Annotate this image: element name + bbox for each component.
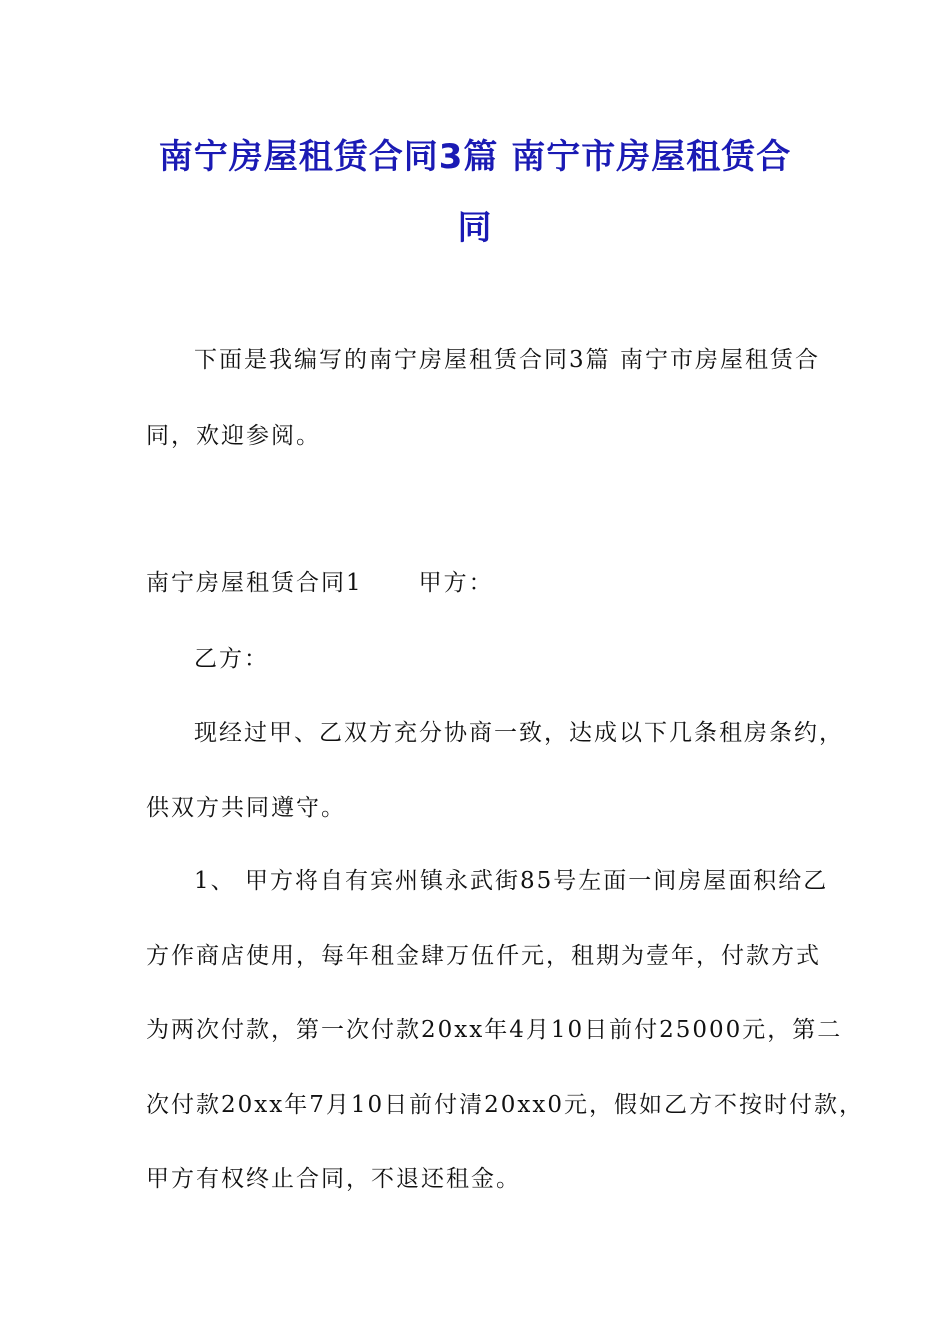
- paragraph-2-line-4: 次付款20xx年7月10日前付清20xx0元，假如乙方不按时付款，: [146, 1092, 864, 1118]
- section-heading: 南宁房屋租赁合同1: [146, 570, 363, 596]
- intro-line-2: 同，欢迎参阅。: [146, 423, 321, 449]
- paragraph-2-line-3: 为两次付款，第一次付款20xx年4月10日前付25000元，第二: [146, 1017, 843, 1043]
- party-b-label: 乙方：: [194, 646, 269, 672]
- paragraph-2-line-2: 方作商店使用，每年租金肆万伍仟元，租期为壹年，付款方式: [146, 943, 821, 969]
- paragraph-2-line-1: 1、 甲方将自有宾州镇永武街85号左面一间房屋面积给乙: [194, 868, 829, 894]
- party-a-label: 甲方：: [418, 570, 494, 596]
- section-heading-line: [146, 568, 494, 598]
- paragraph-1-line-1: 现经过甲、乙双方充分协商一致，达成以下几条租房条约，: [194, 720, 844, 746]
- document-title-line-2: 同: [457, 208, 493, 248]
- intro-line-1: 下面是我编写的南宁房屋租赁合同3篇 南宁市房屋租赁合: [194, 347, 820, 373]
- document-title-line-1: 南宁房屋租赁合同3篇 南宁市房屋租赁合: [158, 137, 792, 177]
- paragraph-1-line-2: 供双方共同遵守。: [146, 795, 346, 821]
- paragraph-2-line-5: 甲方有权终止合同，不退还租金。: [146, 1166, 521, 1192]
